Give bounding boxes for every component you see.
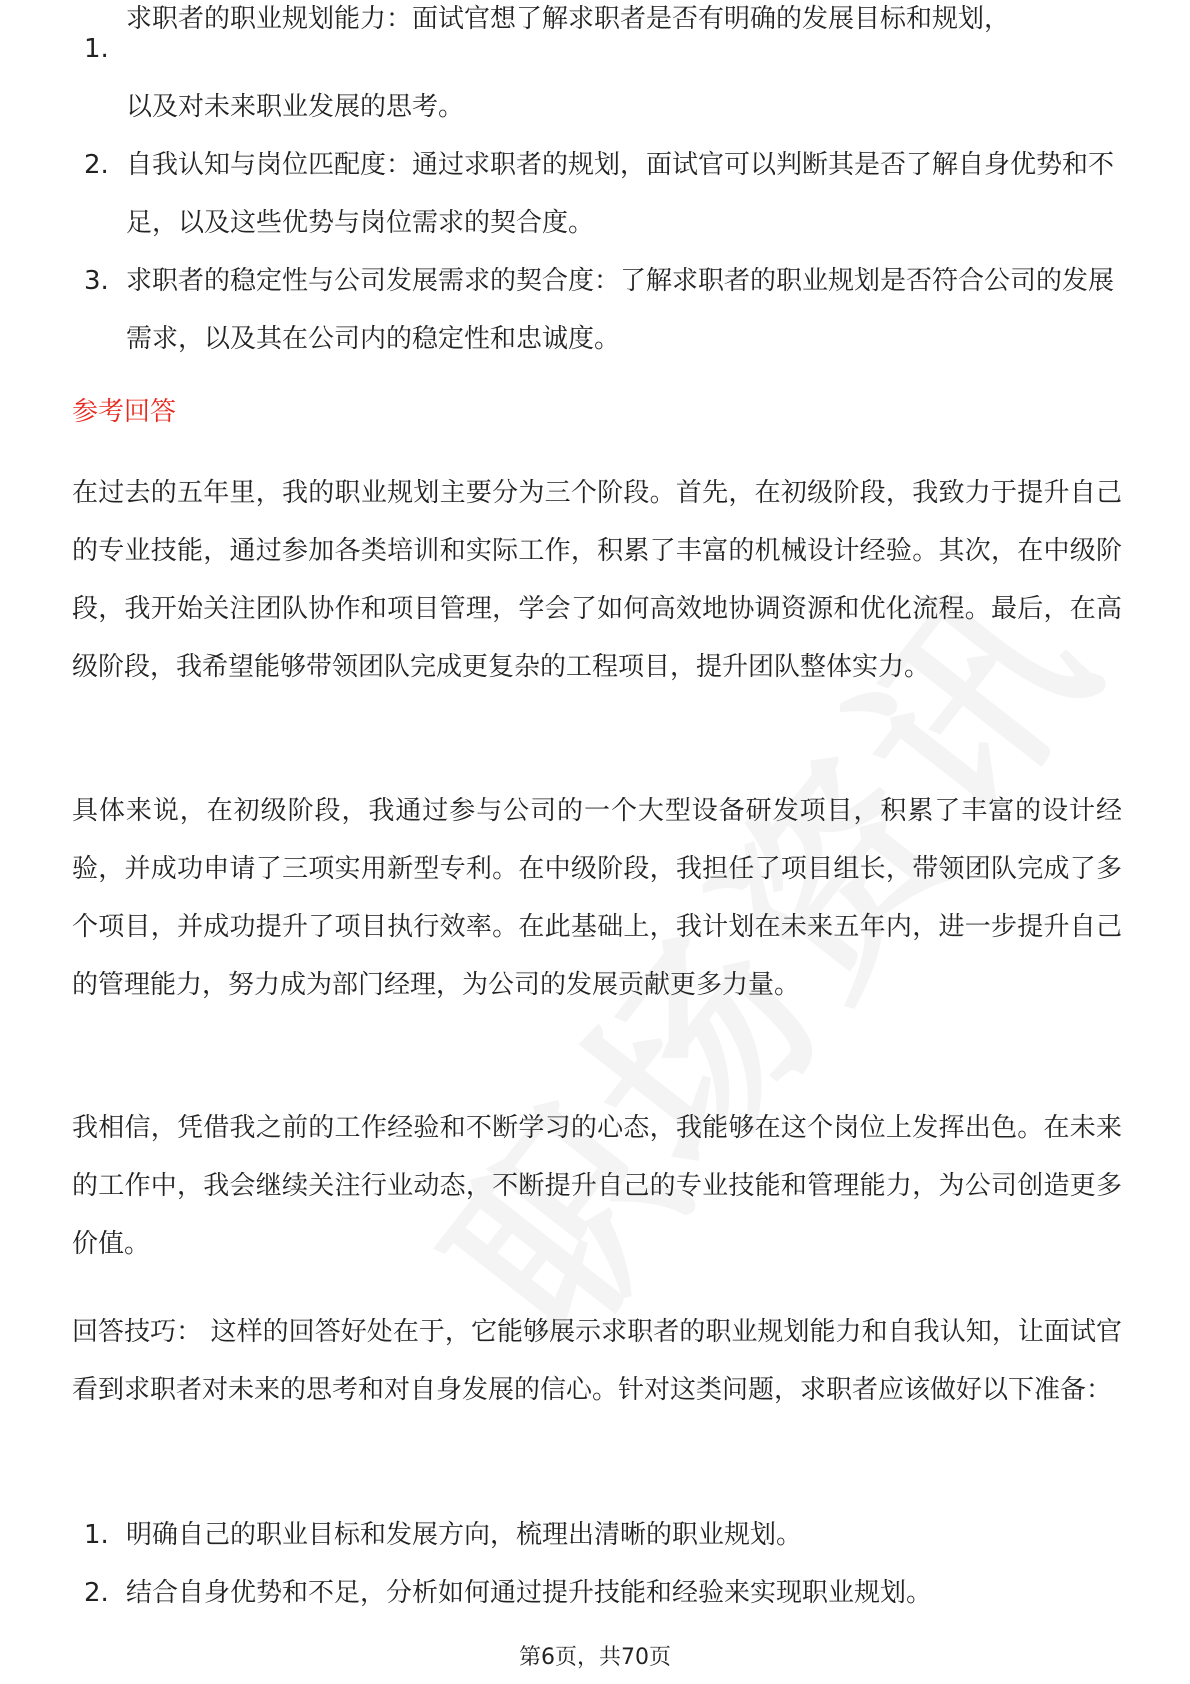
list-number: 2.: [84, 150, 109, 180]
list-line-cut: [126, 4, 1122, 78]
list-text: 求职者的稳定性与公司发展需求的契合度：了解求职者的职业规划是否符合公司的发展需求，以及其在公司内的稳定性和忠诚度。: [126, 266, 1115, 354]
list-number: 3.: [84, 266, 109, 296]
list-item: [72, 4, 1122, 136]
list-text: 明确自己的职业目标和发展方向，梳理出清晰的职业规划。: [126, 1520, 803, 1550]
list-number: 2.: [84, 1578, 109, 1608]
list-text: 求职者的职业规划能力：面试官想了解求职者是否有明确的发展目标和规划，: [126, 4, 1011, 34]
section-title: 参考回答: [72, 397, 177, 427]
answer-paragraph: 具体来说，在初级阶段，我通过参与公司的一个大型设备研发项目，积累了丰富的设计经验，并成功申请了三项实用新型专利。在中级阶段，我担任了项目组长，带领团队完成了多个项目，并成功提升了项目执行效率。在此基础上，我计划在未来五年内，进一步提升自己的管理能力，努力成为部门经理，为公司的发展贡献更多力量。: [72, 796, 1122, 1000]
answer-paragraph: 在过去的五年里，我的职业规划主要分为三个阶段。首先，在初级阶段，我致力于提升自己的专业技能，通过参加各类培训和实际工作，积累了丰富的机械设计经验。其次，在中级阶段，我开始关注团队协作和项目管理，学会了如何高效地协调资源和优化流程。最后，在高级阶段，我希望能够带领团队完成更复杂的工程项目，提升团队整体实力。: [72, 478, 1122, 682]
page-footer: 第6页，共70页: [519, 1645, 671, 1670]
tips-paragraph: 回答技巧： 这样的回答好处在于，它能够展示求职者的职业规划能力和自我认知，让面试官看到求职者对未来的思考和对自身发展的信心。针对这类问题，求职者应该做好以下准备：: [72, 1317, 1122, 1405]
list-number: 1.: [84, 34, 109, 64]
list-number: 1.: [84, 1520, 109, 1550]
intro-list: [72, 4, 1122, 368]
list-item: [72, 1506, 932, 1564]
answer-paragraph: 我相信，凭借我之前的工作经验和不断学习的心态，我能够在这个岗位上发挥出色。在未来的工作中，我会继续关注行业动态，不断提升自己的专业技能和管理能力，为公司创造更多价值。: [72, 1113, 1122, 1259]
list-text: 自我认知与岗位匹配度：通过求职者的规划，面试官可以判断其是否了解自身优势和不足，以及这些优势与岗位需求的契合度。: [126, 150, 1115, 238]
list-text-continued: 以及对未来职业发展的思考。: [126, 92, 465, 122]
list-item: [72, 252, 1122, 368]
tips-list: [72, 1506, 932, 1622]
list-item: [72, 136, 1122, 252]
list-text: 结合自身优势和不足，分析如何通过提升技能和经验来实现职业规划。: [126, 1578, 933, 1608]
list-item: [72, 1564, 932, 1622]
